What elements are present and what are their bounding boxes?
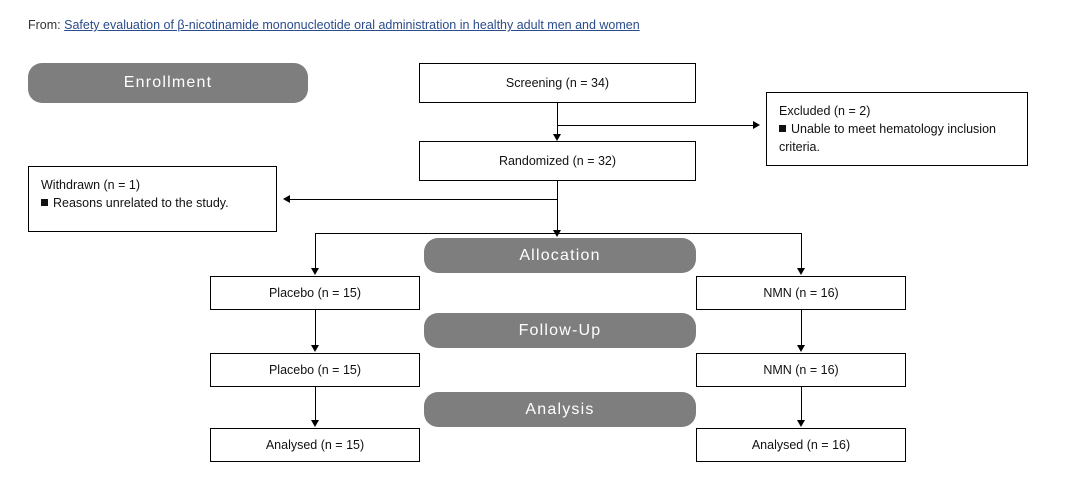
- node-followup-nmn: [696, 353, 906, 387]
- node-analysed-placebo-label: Analysed (n = 15): [265, 438, 365, 452]
- node-followup-placebo-label: Placebo (n = 15): [268, 363, 362, 377]
- connector-excluded-horizontal: [557, 125, 753, 126]
- arrowhead-followup-nmn: [797, 345, 805, 352]
- connector-randomized-down: [557, 181, 558, 233]
- node-analysed-nmn: [696, 428, 906, 462]
- stage-analysis-label: Analysis: [525, 400, 595, 418]
- arrowhead-randomized: [553, 134, 561, 141]
- connector-allocation-right-down: [801, 233, 802, 269]
- stage-allocation: [424, 238, 696, 273]
- stage-followup: [424, 313, 696, 348]
- node-withdrawn-reason-row: [41, 194, 266, 212]
- node-screening: [419, 63, 696, 103]
- node-randomized-label: Randomized (n = 32): [498, 154, 617, 168]
- node-withdrawn-reason: Reasons unrelated to the study.: [53, 196, 229, 211]
- connector-withdrawn-horizontal: [290, 199, 557, 200]
- stage-enrollment: [28, 63, 308, 103]
- connector-placebo-alloc-to-follow: [315, 310, 316, 346]
- node-screening-label: Screening (n = 34): [505, 76, 610, 90]
- stage-analysis: [424, 392, 696, 427]
- connector-screening-randomized: [557, 103, 558, 134]
- node-excluded-reason-row: [779, 120, 1017, 156]
- connector-allocation-left-down: [315, 233, 316, 269]
- bullet-icon: [41, 199, 48, 206]
- stage-enrollment-label: Enrollment: [123, 74, 213, 91]
- connector-placebo-follow-to-analysis: [315, 387, 316, 421]
- node-analysed-placebo: [210, 428, 420, 462]
- node-randomized: [419, 141, 696, 181]
- node-followup-placebo: [210, 353, 420, 387]
- bullet-icon: [779, 125, 786, 132]
- arrowhead-analysed-nmn: [797, 420, 805, 427]
- arrowhead-analysed-placebo: [311, 420, 319, 427]
- source-article-link[interactable]: Safety evaluation of β-nicotinamide mononucleotide oral administration in healthy adult men and women: [64, 18, 640, 32]
- connector-nmn-alloc-to-follow: [801, 310, 802, 346]
- node-followup-nmn-label: NMN (n = 16): [763, 363, 839, 377]
- connector-allocation-split: [315, 233, 802, 234]
- node-allocation-placebo-label: Placebo (n = 15): [268, 286, 362, 300]
- arrowhead-excluded: [753, 121, 760, 129]
- node-allocation-nmn-label: NMN (n = 16): [763, 286, 839, 300]
- node-allocation-placebo: [210, 276, 420, 310]
- arrowhead-allocation-nmn: [797, 268, 805, 275]
- source-prefix: From:: [28, 18, 61, 32]
- arrowhead-followup-placebo: [311, 345, 319, 352]
- node-excluded-reason: Unable to meet hematology inclusion criteria.: [779, 122, 996, 155]
- node-allocation-nmn: [696, 276, 906, 310]
- node-analysed-nmn-label: Analysed (n = 16): [751, 438, 851, 452]
- stage-followup-label: Follow-Up: [518, 321, 602, 339]
- node-excluded: [766, 92, 1028, 166]
- node-withdrawn: [28, 166, 277, 232]
- node-excluded-title: Excluded (n = 2): [779, 104, 871, 118]
- arrowhead-withdrawn: [283, 195, 290, 203]
- stage-allocation-label: Allocation: [519, 246, 601, 264]
- arrowhead-allocation-placebo: [311, 268, 319, 275]
- node-withdrawn-title: Withdrawn (n = 1): [41, 178, 140, 192]
- connector-nmn-follow-to-analysis: [801, 387, 802, 421]
